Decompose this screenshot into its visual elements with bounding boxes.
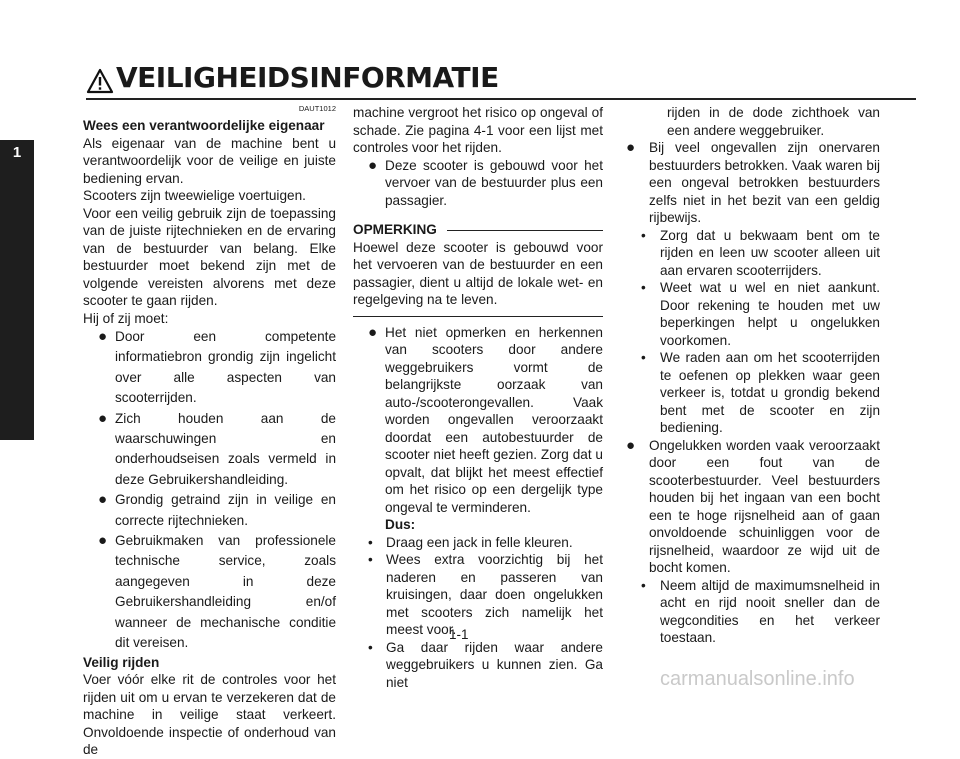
bullet-dot-icon: ● xyxy=(626,139,636,156)
paragraph: Hij of zij moet: xyxy=(83,310,169,326)
header-rule xyxy=(86,98,916,100)
bullet-small-icon: • xyxy=(641,577,646,593)
bullet-small-icon: • xyxy=(368,552,373,567)
sub-list-item: • Zorg dat u bekwaam bent om te rijden en leen uw scooter alleen uit aan ervaren scooterrijders. xyxy=(641,227,880,278)
watermark: carmanualsonline.info xyxy=(660,668,855,690)
paragraph: Scooters zijn tweewielige voertuigen. xyxy=(83,188,306,203)
column-3 xyxy=(626,104,880,647)
note-label: OPMERKING xyxy=(353,222,437,237)
list-item: ● Grondig getraind zijn in veilige en correcte rijtechnieken. xyxy=(83,490,336,531)
note-text: Hoewel deze scooter is gebouwd voor het vervoeren van de bestuurder en een passagier, dient u altijd de lokale wet- en regelgeving na te leven. xyxy=(353,239,603,307)
list-item: ● Door een competente informatiebron grondig zijn ingelicht over alle aspecten van scooterrijden. xyxy=(83,327,336,409)
column-2 xyxy=(353,104,603,691)
chapter-tab-number: 1 xyxy=(12,144,22,161)
sub-list-item: • Neem altijd de maximumsnelheid in acht en rijd nooit sneller dan de wegcondities en het verkeer toestaan. xyxy=(641,577,880,645)
paragraph: Voer vóór elke rit de controles voor het rijden uit om u ervan te verzekeren dat de machine in veilige staat verkeert. Onvoldoende inspectie of onderhoud van de xyxy=(83,672,336,757)
bullet-dot-icon: ● xyxy=(626,436,636,454)
section-heading: Wees een verantwoordelijke eigenaar xyxy=(83,118,325,133)
bullet-dot-icon: ● xyxy=(98,328,108,345)
section-code: DAUT1012 xyxy=(298,104,336,113)
bullet-small-icon: • xyxy=(641,350,646,365)
list-item-text: Het niet opmerken en herkennen van scooters door andere weggebruikers vormt de belangrijkste oorzaak van auto-/scooterongevallen. Vaak worden ongevallen veroorzaakt doordat een autobestuurder de scooter niet heeft gezien. Zorg dat u opvalt, dat blijkt het meest effectief om het risico op een dergelijk type ongeval te verminderen. xyxy=(385,324,603,515)
page-number: 1-1 xyxy=(449,627,469,642)
list-item: ● Bij veel ongevallen zijn onervaren bestuurders betrokken. Vaak waren bij een ongeval betrokken bestuurders zelfs niet in het bezit van een geldig rijbewijs. xyxy=(626,139,880,225)
paragraph: Als eigenaar van de machine bent u verantwoordelijk voor de veilige en juiste bediening ervan. xyxy=(83,135,336,186)
sub-list-item: • Draag een jack in felle kleuren. xyxy=(368,534,573,550)
list-item: ● Zich houden aan de waarschuwingen en onderhoudseisen zoals vermeld in deze Gebruikershandleiding. xyxy=(83,409,336,491)
page-title: VEILIGHEIDSINFORMATIE xyxy=(116,61,499,94)
paragraph: Voor een veilig gebruik zijn de toepassing van de juiste rijtechnieken en de ervaring van de bestuurder van belang. Elke bestuurder moet bekend zijn met de volgende vereisten alvorens met deze scooter te gaan rijden. xyxy=(83,205,336,308)
bullet-dot-icon: ● xyxy=(98,532,108,550)
list-item xyxy=(353,324,603,534)
paragraph: machine vergroot het risico op ongeval of schade. Zie pagina 4-1 voor een lijst met controles voor het rijden. xyxy=(353,105,603,155)
sub-list-item: • Ga daar rijden waar andere weggebruikers u kunnen zien. Ga niet xyxy=(368,639,603,690)
section-heading: Veilig rijden xyxy=(83,654,160,670)
section-header xyxy=(86,60,916,96)
list-item: ● Ongelukken worden vaak veroorzaakt door een fout van de scooterbestuurder. Veel bestuurders houden bij het ingaan van een bocht een te hoge rijsnelheid aan of gaan onvoldoende schuinliggen voor de rijsnelheid, waardoor ze wijd uit de bocht komen. xyxy=(626,436,880,575)
bullet-dot-icon: ● xyxy=(368,323,378,341)
bullet-small-icon: • xyxy=(368,534,373,550)
dus-label: Dus: xyxy=(385,517,416,532)
bullet-dot-icon: ● xyxy=(98,409,108,427)
bullet-small-icon: • xyxy=(368,639,373,655)
bullet-dot-icon: ● xyxy=(98,491,108,509)
list-item: ● Gebruikmaken van professionele technische service, zoals aangegeven in deze Gebruikershandleiding en/of wanneer de mechanische conditie dit vereisen. xyxy=(83,531,336,653)
paragraph: rijden in de dode zichthoek van een andere weggebruiker. xyxy=(667,105,880,138)
column-1 xyxy=(83,104,336,759)
bullet-small-icon: • xyxy=(641,280,646,295)
note-divider xyxy=(447,230,603,231)
note-heading xyxy=(353,221,603,239)
sub-list-item: • We raden aan om het scooterrijden te oefenen op plekken waar geen verkeer is, totdat u grondig bekend bent met de scooter en zijn bediening. xyxy=(641,350,880,435)
sub-list-item: • Weet wat u wel en niet aankunt. Door rekening te houden met uw beperkingen helpt u ongelukken voorkomen. xyxy=(641,280,880,348)
sub-list-item: • Wees extra voorzichtig bij het naderen en passeren van kruisingen, daar doen ongelukken met scooters zich namelijk het meest voor. xyxy=(368,552,603,637)
bullet-small-icon: • xyxy=(641,227,646,243)
bullet-dot-icon: ● xyxy=(368,156,378,174)
chapter-tab xyxy=(0,140,34,440)
warning-triangle-icon xyxy=(86,68,114,94)
list-item: ● Deze scooter is gebouwd voor het vervoer van de bestuurder plus een passagier. xyxy=(368,156,603,208)
note-end-divider xyxy=(353,316,603,317)
